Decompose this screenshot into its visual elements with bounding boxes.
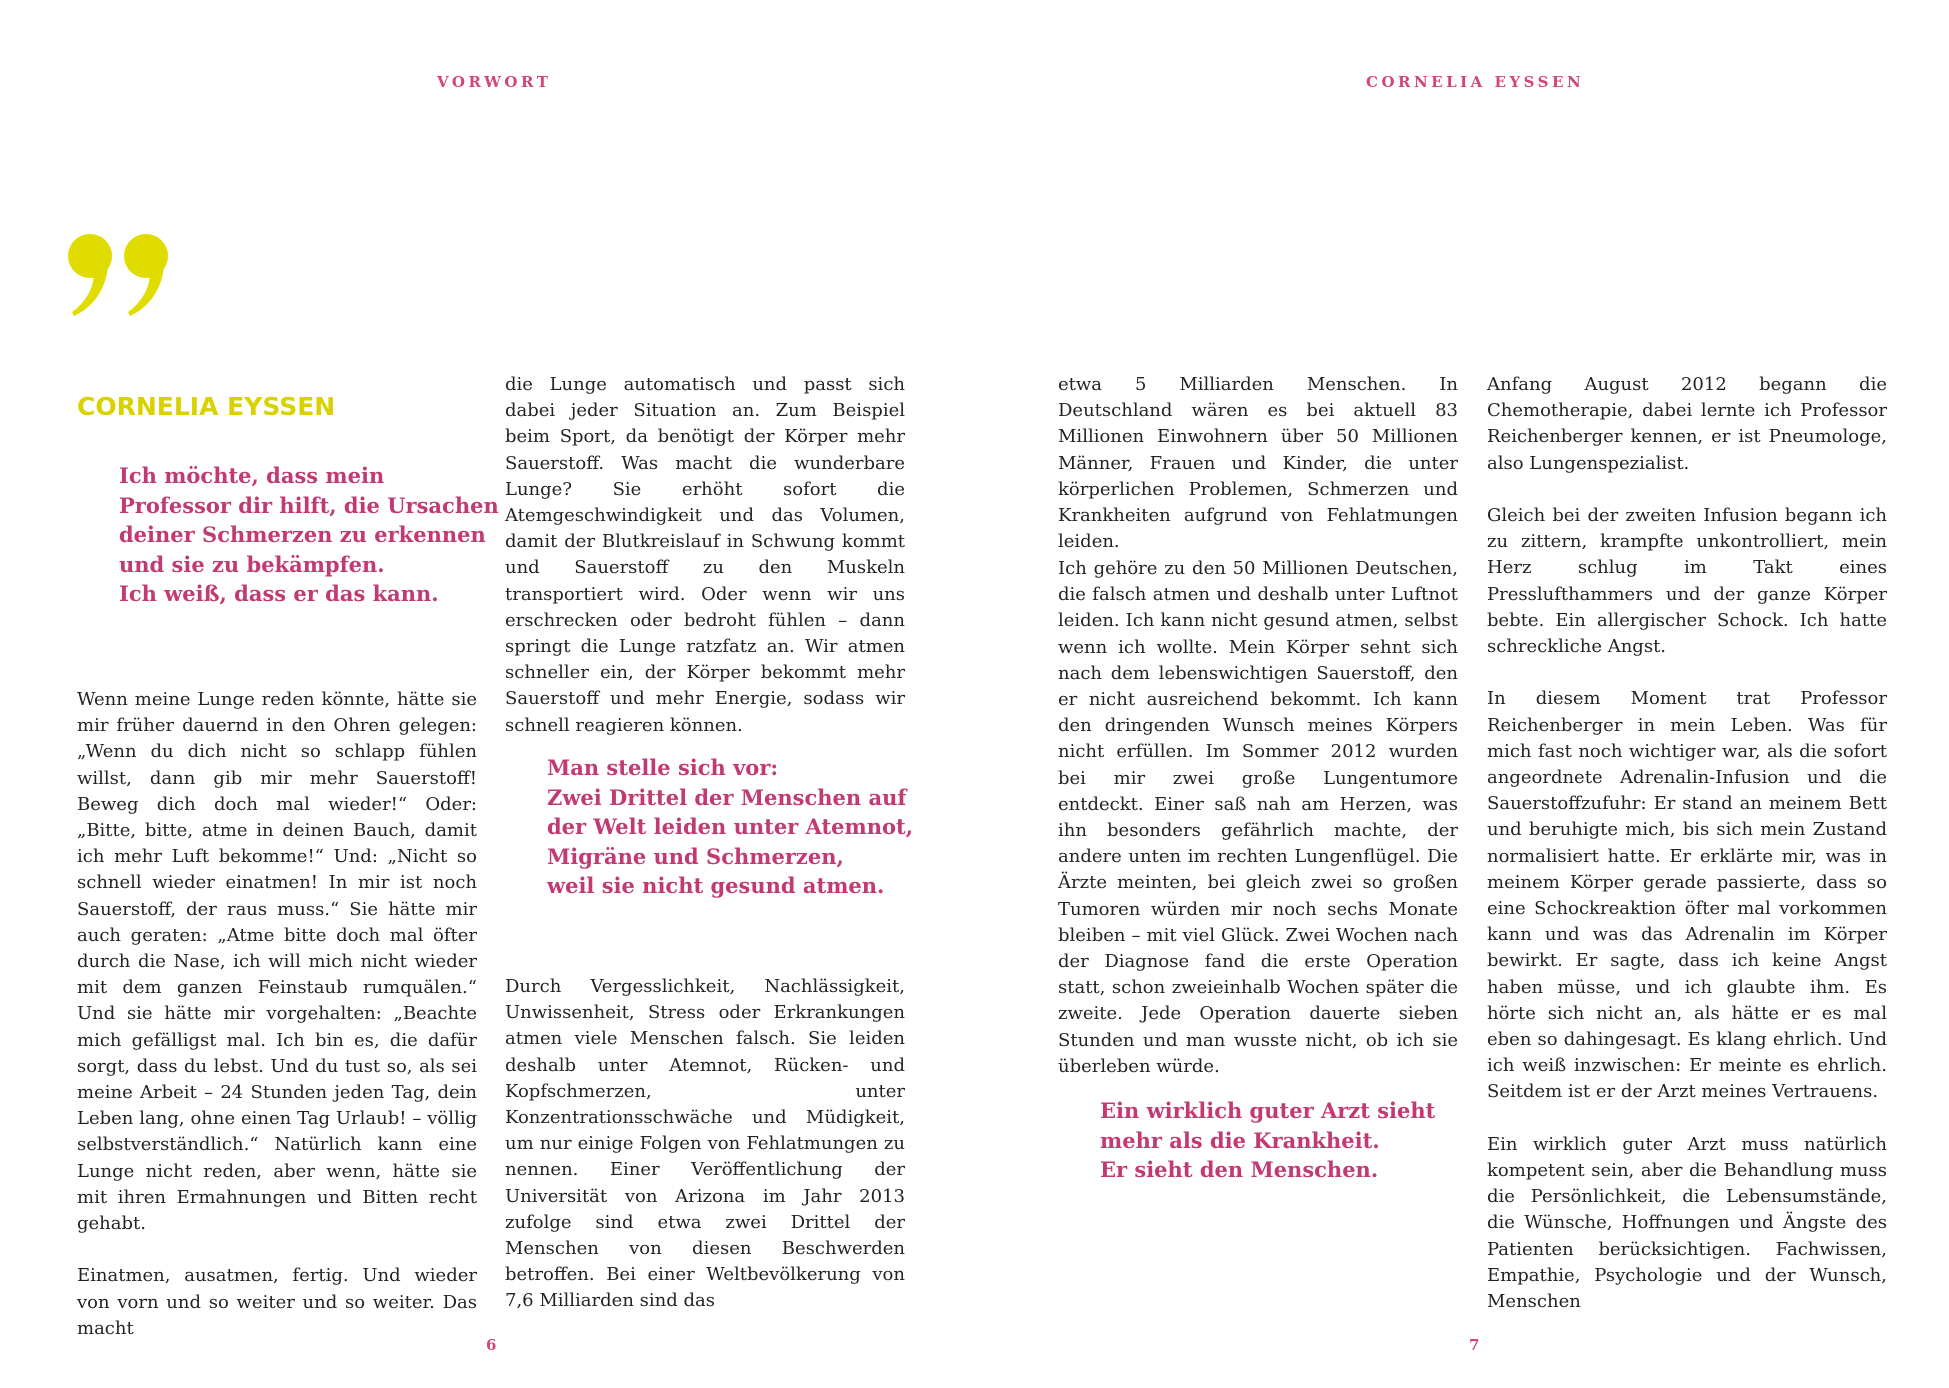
paragraph: Einatmen, ausatmen, fertig. Und wieder von vorn und so weiter und so weiter. Das macht xyxy=(77,1265,477,1339)
paragraph: Ein wirklich guter Arzt muss natürlich kompetent sein, aber die Behandlung muss die Persönlichkeit, die Lebensumstände, die Wünsche, Hoffnungen und Ängste des Patienten berücksichtigen. Fachwissen, Empathie, Psychologie und der Wunsch, Menschen xyxy=(1487,1133,1887,1313)
page-number-left: 6 xyxy=(486,1336,497,1354)
page-number-right: 7 xyxy=(1469,1336,1480,1354)
text-column-3-bottom xyxy=(1058,556,1458,1106)
author-name: CORNELIA EYSSEN xyxy=(77,392,336,421)
paragraph: In diesem Moment trat Professor Reichenberger in mein Leben. Was für mich fast noch wichtiger war, als die sofort angeordnete Adrenalin-Infusion und die Sauerstoffzufuhr: Er stand an meinem Bett und beruhigte mich, bis sich mein Zustand normalisiert hatte. Er erklärte mir, was in meinem Körper gerade passierte, dass so eine Schockreaktion öfter mal vorkommen kann und was das Adrenalin im Körper bewirkt. Er sagte, dass ich keine Angst haben müsse, und ich glaubte ihm. Es hörte sich nicht an, als hätte er es mal eben so dahingesagt. Es klang ehrlich. Und ich weiß inzwischen: Er meinte es ehrlich. Seitdem ist er der Arzt meines Vertrauens. xyxy=(1487,688,1887,1103)
paragraph: Gleich bei der zweiten Infusion begann ich zu zittern, krampfte unkontrolliert, mein Herz schlug im Takt eines Presslufthammers und der ganze Körper bebte. Ein allergischer Schock. Ich hatte schreckliche Angst. xyxy=(1487,505,1887,658)
quotation-mark-icon xyxy=(66,232,174,318)
pullquote-1: Ich möchte, dass mein Professor dir hilft, die Ursachen deiner Schmerzen zu erkennen und sie zu bekämpfen. Ich weiß, dass er das kann. xyxy=(119,463,499,606)
paragraph: Wenn meine Lunge reden könnte, hätte sie mir früher dauernd in den Ohren gelegen: „Wenn du dich nicht so schlapp fühlen willst, dann gib mir mehr Sauerstoff! Beweg dich doch mal wieder!“ Oder: „Bitte, bitte, atme in deinen Bauch, damit ich mehr Luft bekomme!“ Und: „Nicht so schnell wieder einatmen! In mir ist noch Sauerstoff, der raus muss.“ Sie hätte mir auch geraten: „Atme bitte doch mal öfter durch die Nase, ich will mich nicht wieder mit dem ganzen Feinstaub rumquälen.“ Und sie hätte mir vorgehalten: „Beachte mich gefälligst mal. Ich bin es, die dafür sorgt, dass du lebst. Und du tust so, als sei meine Arbeit – 24 Stunden jeden Tag, dein Leben lang, ohne einen Tag Urlaub! – völlig selbstverständlich.“ Natürlich kann eine Lunge nicht reden, aber wenn, hätte sie mit ihren Ermahnungen und Bitten recht gehabt. xyxy=(77,689,477,1235)
text-column-2-top xyxy=(505,372,905,765)
paragraph: Ich gehöre zu den 50 Millionen Deutschen, die falsch atmen und deshalb unter Luftnot leiden. Ich kann nicht gesund atmen, selbst wenn ich wollte. Mein Körper sehnt sich nach dem lebenswichtigen Sauerstoff, den er nicht ausreichend bekommt. Ich kann den dringenden Wunsch meines Körpers nicht erfüllen. Im Sommer 2012 wurden bei mir zwei große Lungentumore entdeckt. Einer saß nah am Herzen, was ihn besonders gefährlich machte, der andere unten im rechten Lungenflügel. Die Ärzte meinten, bei gleich zwei so großen Tumoren würden mir noch sechs Monate bleiben – mit viel Glück. Zwei Wochen nach der Diagnose fand die erste Operation statt, schon zweieinhalb Wochen später die zweite. Jede Operation dauerte sieben Stunden und man wusste nicht, ob ich sie überleben würde. xyxy=(1058,558,1458,1077)
paragraph: Anfang August 2012 begann die Chemotherapie, dabei lernte ich Professor Reichenberger kennen, er ist Pneumologe, also Lungenspezialist. xyxy=(1487,374,1887,474)
pullquote-2: Man stelle sich vor: Zwei Drittel der Menschen auf der Welt leiden unter Atemnot, Migräne und Schmerzen, weil sie nicht gesund atmen. xyxy=(547,755,914,898)
text-column-1 xyxy=(77,687,477,1368)
paragraph: Durch Vergesslichkeit, Nachlässigkeit, Unwissenheit, Stress oder Erkrankungen atmen viele Menschen falsch. Sie leiden deshalb unter Atemnot, Rücken- und Kopfschmerzen, unter Konzentrationsschwäche und Müdigkeit, um nur einige Folgen von Fehlatmungen zu nennen. Einer Veröffentlichung der Universität von Arizona im Jahr 2013 zufolge sind etwa zwei Drittel der Menschen von diesen Beschwerden betroffen. Bei einer Weltbevölkerung von 7,6 Milliarden sind das xyxy=(505,976,905,1312)
text-column-2-bottom xyxy=(505,974,905,1341)
running-head-right: CORNELIA EYSSEN xyxy=(1366,73,1585,91)
text-column-3-top xyxy=(1058,372,1458,582)
paragraph: etwa 5 Milliarden Menschen. In Deutschland wären es bei aktuell 83 Millionen Einwohnern über 50 Millionen Männer, Frauen und Kinder, die unter körperlichen Problemen, Schmerzen und Krankheiten aufgrund von Fehlatmungen leiden. xyxy=(1058,374,1458,553)
running-head-left: VORWORT xyxy=(437,73,552,91)
text-column-4 xyxy=(1487,372,1887,1341)
paragraph: die Lunge automatisch und passt sich dabei jeder Situation an. Zum Beispiel beim Sport, da benötigt der Körper mehr Sauerstoff. Was macht die wunderbare Lunge? Sie erhöht sofort die Atemgeschwindigkeit und das Volumen, damit der Blutkreislauf in Schwung kommt und Sauerstoff zu den Muskeln transportiert wird. Oder wenn wir uns erschrecken oder bedroht fühlen – dann springt die Lunge ratzfatz an. Wir atmen schneller ein, der Körper bekommt mehr Sauerstoff und mehr Energie, sodass wir schnell reagieren können. xyxy=(505,374,905,736)
pullquote-3: Ein wirklich guter Arzt sieht mehr als die Krankheit. Er sieht den Menschen. xyxy=(1100,1098,1436,1182)
